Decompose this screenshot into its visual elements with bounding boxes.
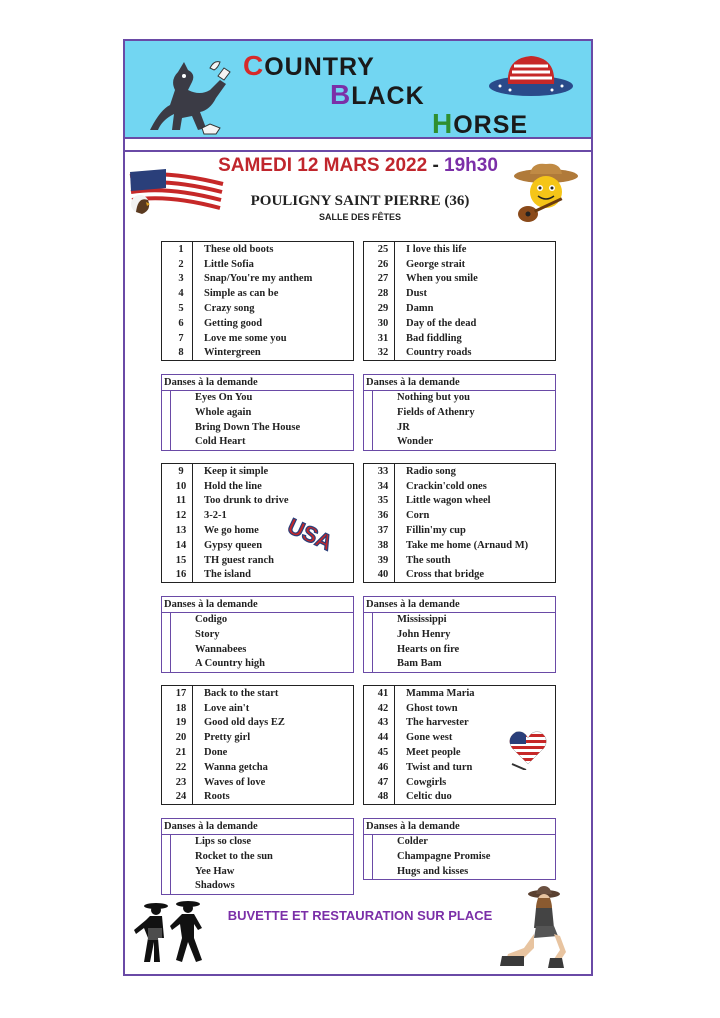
song-title: Cowgirls: [406, 776, 447, 788]
request-dances-list: [162, 613, 353, 672]
song-row: [364, 242, 555, 257]
song-number: 23: [175, 776, 187, 788]
song-title: Cross that bridge: [406, 569, 484, 581]
request-dance-item: Rocket to the sun: [195, 850, 273, 862]
song-row: [364, 775, 555, 790]
song-title: Bad fiddling: [406, 332, 462, 344]
song-title: These old boots: [204, 243, 274, 255]
song-title: Country roads: [406, 347, 472, 359]
request-dances-left: [161, 818, 354, 895]
song-row: [364, 301, 555, 316]
us-flag-eagle-icon: [128, 166, 226, 216]
song-title: Ghost town: [406, 702, 458, 714]
song-row: [364, 494, 555, 509]
request-dances-list: [162, 835, 353, 894]
song-number: 8: [178, 347, 184, 359]
request-dance-item: Hugs and kisses: [397, 865, 469, 877]
request-dances-right: [363, 818, 556, 880]
song-list-divider: [192, 242, 193, 360]
request-dances-heading: Danses à la demande: [162, 597, 353, 613]
song-number: 22: [175, 761, 187, 773]
song-list-divider: [394, 242, 395, 360]
request-dance-item: Yee Haw: [195, 865, 235, 877]
request-dances-heading: Danses à la demande: [364, 597, 555, 613]
logo-b: B: [330, 79, 352, 110]
event-date: SAMEDI 12 MARS 2022: [218, 155, 428, 176]
song-number: 24: [175, 791, 187, 803]
song-row: [364, 553, 555, 568]
song-title: Gypsy queen: [204, 539, 263, 551]
song-title: George strait: [406, 258, 466, 270]
logo-line-country: [243, 52, 375, 80]
event-time: 19h30: [444, 155, 498, 176]
song-number: 4: [178, 288, 184, 300]
song-row: [364, 346, 555, 361]
song-title: Roots: [204, 791, 230, 803]
request-dances-heading: Danses à la demande: [162, 819, 353, 835]
song-row: [162, 257, 353, 272]
song-title: Day of the dead: [406, 317, 477, 329]
song-list-divider: [192, 686, 193, 804]
song-number: 9: [178, 465, 184, 477]
request-dance-item: Fields of Athenry: [397, 406, 475, 418]
song-number: 48: [377, 791, 389, 803]
song-number: 46: [377, 761, 389, 773]
song-row: [162, 760, 353, 775]
request-dances-right: [363, 596, 556, 673]
request-dance-item: Hearts on fire: [397, 643, 460, 655]
song-row: [162, 286, 353, 301]
song-title: Good old days EZ: [204, 717, 285, 729]
song-number: 21: [175, 747, 187, 759]
horse-mascot-icon: [140, 50, 240, 136]
logo-country-rest: OUNTRY: [264, 53, 375, 81]
song-number: 12: [175, 510, 187, 522]
request-dances-left: [161, 374, 354, 451]
song-title: Corn: [406, 510, 430, 522]
request-dances-rule: [170, 835, 171, 894]
song-title: I love this life: [406, 243, 467, 255]
song-row: [364, 568, 555, 583]
request-dances-list: [364, 835, 555, 879]
request-dance-item: JR: [397, 421, 410, 433]
logo-line-black: [330, 81, 425, 109]
song-number: 30: [377, 317, 389, 329]
song-row: [364, 286, 555, 301]
request-dance-item: A Country high: [195, 658, 266, 670]
song-number: 11: [176, 495, 186, 507]
request-dance-item: Bam Bam: [397, 658, 442, 670]
song-number: 5: [178, 303, 184, 315]
usa-sticker-text: USA: [284, 513, 337, 556]
song-title: Crackin'cold ones: [406, 480, 487, 492]
request-dances-heading: Danses à la demande: [364, 375, 555, 391]
song-number: 17: [175, 687, 187, 699]
song-list-right: [363, 241, 556, 361]
song-title: Keep it simple: [204, 465, 269, 477]
song-number: 36: [377, 510, 389, 522]
song-list-divider: [394, 464, 395, 582]
song-row: [364, 701, 555, 716]
song-title: Simple as can be: [204, 288, 279, 300]
song-row: [162, 790, 353, 805]
song-row: [364, 331, 555, 346]
song-title: Gone west: [406, 732, 453, 744]
song-row: [162, 331, 353, 346]
song-title: Love me some you: [204, 332, 287, 344]
song-title: Little Sofia: [204, 258, 254, 270]
song-row: [162, 686, 353, 701]
request-dance-item: Whole again: [195, 406, 252, 418]
request-dances-right: [363, 374, 556, 451]
banner-divider: [125, 150, 591, 152]
song-title: Wintergreen: [204, 347, 261, 359]
song-row: [162, 716, 353, 731]
venue-name: POULIGNY SAINT PIERRE (36): [250, 193, 470, 209]
song-number: 13: [175, 525, 187, 537]
request-dances-rule: [170, 391, 171, 450]
request-dance-item: Eyes On You: [195, 392, 253, 403]
request-dance-item: Cold Heart: [195, 436, 246, 448]
song-title: Twist and turn: [406, 761, 473, 773]
song-title: Getting good: [204, 317, 263, 329]
song-number: 10: [175, 480, 187, 492]
song-number: 18: [175, 702, 187, 714]
song-number: 15: [175, 554, 187, 566]
song-list-divider: [394, 686, 395, 804]
song-title: TH guest ranch: [204, 554, 275, 566]
logo-horse-rest: ORSE: [453, 111, 529, 139]
logo-c: C: [243, 50, 265, 81]
song-row: [162, 464, 353, 479]
song-title: Back to the start: [204, 687, 279, 699]
song-row: [162, 568, 353, 583]
song-row: [364, 538, 555, 553]
song-title: The harvester: [406, 717, 469, 729]
logo-black-rest: LACK: [351, 82, 425, 110]
song-title: Pretty girl: [204, 732, 251, 744]
song-row: [364, 272, 555, 287]
song-row: [162, 494, 353, 509]
song-title: Crazy song: [204, 303, 255, 315]
request-dance-item: John Henry: [397, 628, 451, 640]
song-title: Wanna getcha: [204, 761, 268, 773]
song-number: 26: [377, 258, 389, 270]
song-title: Love ain't: [204, 702, 250, 714]
song-row: [162, 479, 353, 494]
song-title: Mamma Maria: [406, 687, 475, 699]
song-number: 14: [175, 539, 187, 551]
song-title: When you smile: [406, 273, 478, 285]
request-dance-item: Lips so close: [195, 836, 252, 847]
song-number: 1: [178, 243, 184, 255]
song-row: [162, 775, 353, 790]
song-title: Snap/You're my anthem: [204, 273, 313, 285]
song-title: Too drunk to drive: [204, 495, 289, 507]
song-number: 28: [377, 288, 389, 300]
request-dances-list: [364, 613, 555, 672]
song-title: Dust: [406, 288, 428, 300]
song-number: 20: [175, 732, 187, 744]
song-number: 2: [178, 258, 184, 270]
song-number: 42: [377, 702, 389, 714]
song-row: [364, 508, 555, 523]
event-separator: -: [432, 155, 439, 176]
song-number: 25: [377, 243, 389, 255]
song-number: 44: [377, 732, 389, 744]
song-number: 40: [377, 569, 389, 581]
song-row: [162, 301, 353, 316]
song-title: The island: [204, 569, 251, 581]
song-row: [162, 242, 353, 257]
logo-h: H: [432, 108, 454, 139]
request-dances-heading: Danses à la demande: [162, 375, 353, 391]
song-number: 43: [377, 717, 389, 729]
song-row: [162, 745, 353, 760]
song-number: 6: [178, 317, 184, 329]
request-dance-item: Wannabees: [195, 643, 247, 655]
song-number: 38: [377, 539, 389, 551]
song-number: 41: [377, 687, 389, 699]
request-dances-rule: [170, 613, 171, 672]
logo-line-horse: [432, 110, 528, 138]
cowgirl-icon: [494, 886, 586, 970]
song-number: 3: [178, 273, 184, 285]
song-number: 32: [377, 347, 389, 359]
song-row: [162, 701, 353, 716]
song-list-divider: [192, 464, 193, 582]
song-row: [162, 272, 353, 287]
request-dance-item: Shadows: [195, 880, 235, 892]
song-number: 29: [377, 303, 389, 315]
song-title: The south: [406, 554, 451, 566]
cowboy-hat-icon: [486, 48, 576, 100]
song-number: 27: [377, 273, 389, 285]
request-dances-list: [162, 391, 353, 450]
request-dance-item: Wonder: [397, 436, 434, 448]
song-row: [364, 316, 555, 331]
request-dances-list: [364, 391, 555, 450]
song-number: 16: [175, 569, 187, 581]
request-dances-rule: [372, 391, 373, 450]
song-number: 7: [178, 332, 184, 344]
song-title: Radio song: [406, 465, 456, 477]
request-dances-rule: [372, 835, 373, 879]
smiley-cowboy-guitar-icon: [510, 162, 580, 232]
song-number: 31: [377, 332, 389, 344]
song-title: Hold the line: [204, 480, 262, 492]
request-dances-rule: [372, 613, 373, 672]
song-title: Little wagon wheel: [406, 495, 491, 507]
venue-subtitle: SALLE DES FÊTES: [318, 212, 401, 222]
song-number: 45: [377, 747, 389, 759]
song-row: [162, 316, 353, 331]
song-number: 19: [175, 717, 187, 729]
song-row: [364, 479, 555, 494]
song-row: [364, 686, 555, 701]
request-dance-item: Story: [195, 628, 220, 640]
song-title: Fillin'my cup: [406, 525, 466, 537]
song-title: Celtic duo: [406, 791, 452, 803]
song-row: [364, 523, 555, 538]
request-dance-item: Nothing but you: [397, 392, 470, 403]
song-number: 33: [377, 465, 389, 477]
song-list-right: [363, 463, 556, 583]
song-row: [162, 346, 353, 361]
song-list-left: [161, 241, 354, 361]
song-number: 39: [377, 554, 389, 566]
song-number: 34: [377, 480, 389, 492]
song-row: [364, 257, 555, 272]
us-heart-icon: [506, 726, 550, 770]
request-dances-left: [161, 596, 354, 673]
song-title: We go home: [204, 525, 259, 537]
song-title: 3-2-1: [204, 510, 227, 522]
request-dances-heading: Danses à la demande: [364, 819, 555, 835]
request-dance-item: Codigo: [195, 614, 228, 625]
song-number: 37: [377, 525, 389, 537]
song-title: Done: [204, 747, 228, 759]
request-dance-item: Colder: [397, 836, 428, 847]
request-dance-item: Mississippi: [397, 614, 447, 625]
song-number: 47: [377, 776, 389, 788]
request-dance-item: Bring Down The House: [195, 421, 301, 433]
song-title: Take me home (Arnaud M): [406, 539, 529, 551]
usa-sticker-icon: [284, 508, 338, 556]
song-list-left: [161, 685, 354, 805]
song-row: [364, 790, 555, 805]
song-number: 35: [377, 495, 389, 507]
footer-notice: BUVETTE ET RESTAURATION SUR PLACE: [227, 908, 493, 923]
song-row: [162, 730, 353, 745]
request-dance-item: Champagne Promise: [397, 850, 491, 862]
song-title: Meet people: [406, 747, 461, 759]
song-title: Damn: [406, 303, 434, 315]
song-row: [364, 464, 555, 479]
song-title: Waves of love: [204, 776, 266, 788]
